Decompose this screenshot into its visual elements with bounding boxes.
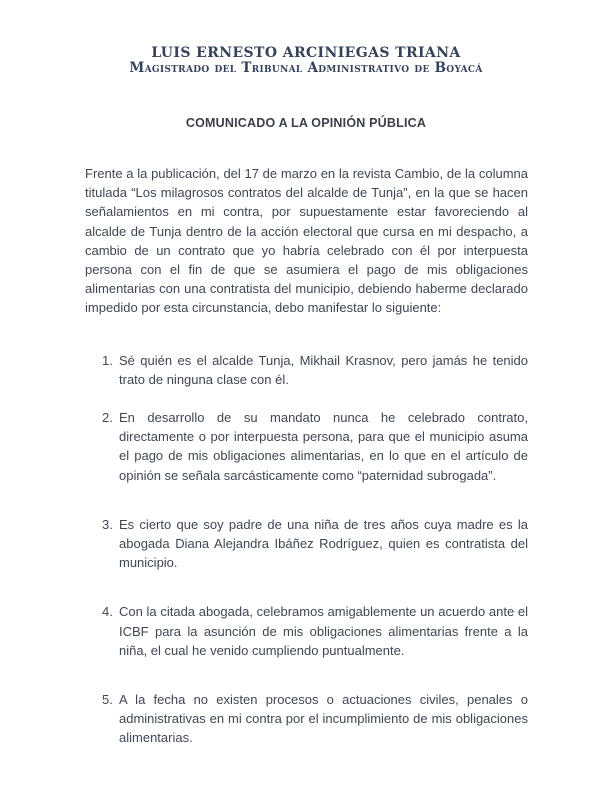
item-text: A la fecha no existen procesos o actuaciones civiles, penales o administrativas en mi contra por el incumplimiento de mis obligaciones alimentarias. [119, 692, 528, 746]
item-number: 4. [102, 604, 113, 620]
letterhead [0, 45, 612, 76]
item-number: 3. [102, 516, 113, 532]
list-item [85, 515, 528, 573]
item-number: 1. [102, 352, 113, 368]
list-item [85, 351, 528, 389]
item-text: Es cierto que soy padre de una niña de tres años cuya madre es la abogada Diana Alejandra Ibáñez Rodríguez, quien es contratista del municipio. [119, 516, 528, 571]
item-text: Con la citada abogada, celebramos amigablemente un acuerdo ante el ICBF para la asunción de mis obligaciones alimentarias frente a la niña, el cual he venido cumpliendo puntualmente. [119, 604, 528, 658]
document-title: COMUNICADO A LA OPINIÓN PÚBLICA [185, 116, 427, 130]
list-item [85, 690, 528, 748]
item-text: Sé quién es el alcalde Tunja, Mikhail Krasnov, pero jamás he tenido trato de ninguna clase con él. [119, 352, 528, 387]
list-item [85, 602, 528, 660]
author-name: LUIS ERNESTO ARCINIEGAS TRIANA [151, 45, 461, 61]
author-role: Magistrado del Tribunal Administrativo de Boyacá [129, 60, 483, 76]
item-number: 5. [102, 692, 113, 708]
intro-paragraph: Frente a la publicación, del 17 de marzo en la revista Cambio, de la columna titulada “Los milagrosos contratos del alcalde de Tunja”, en la que se hacen señalamientos en mi contra, por supuestamente estar favoreciendo al alcalde de Tunja dentro de la acción electoral que cursa en mi despacho, a cambio de un contrato que yo habría celebrado con él por interpuesta persona con el fin de que se asumiera el pago de mis obligaciones alimentarias con una contratista del municipio, debiendo haberme declarado impedido por esta circunstancia, debo manifestar lo siguiente: [85, 166, 528, 316]
document-body [85, 164, 528, 778]
numbered-list [85, 351, 528, 748]
item-number: 2. [102, 410, 113, 426]
item-text: En desarrollo de su mandato nunca he celebrado contrato, directamente o por interpuesta persona, para que el municipio asuma el pago de mis obligaciones alimentarias, en lo que en el artículo de opinión se señala sarcásticamente como “paternidad subrogada”. [119, 410, 528, 483]
list-item [85, 408, 528, 485]
